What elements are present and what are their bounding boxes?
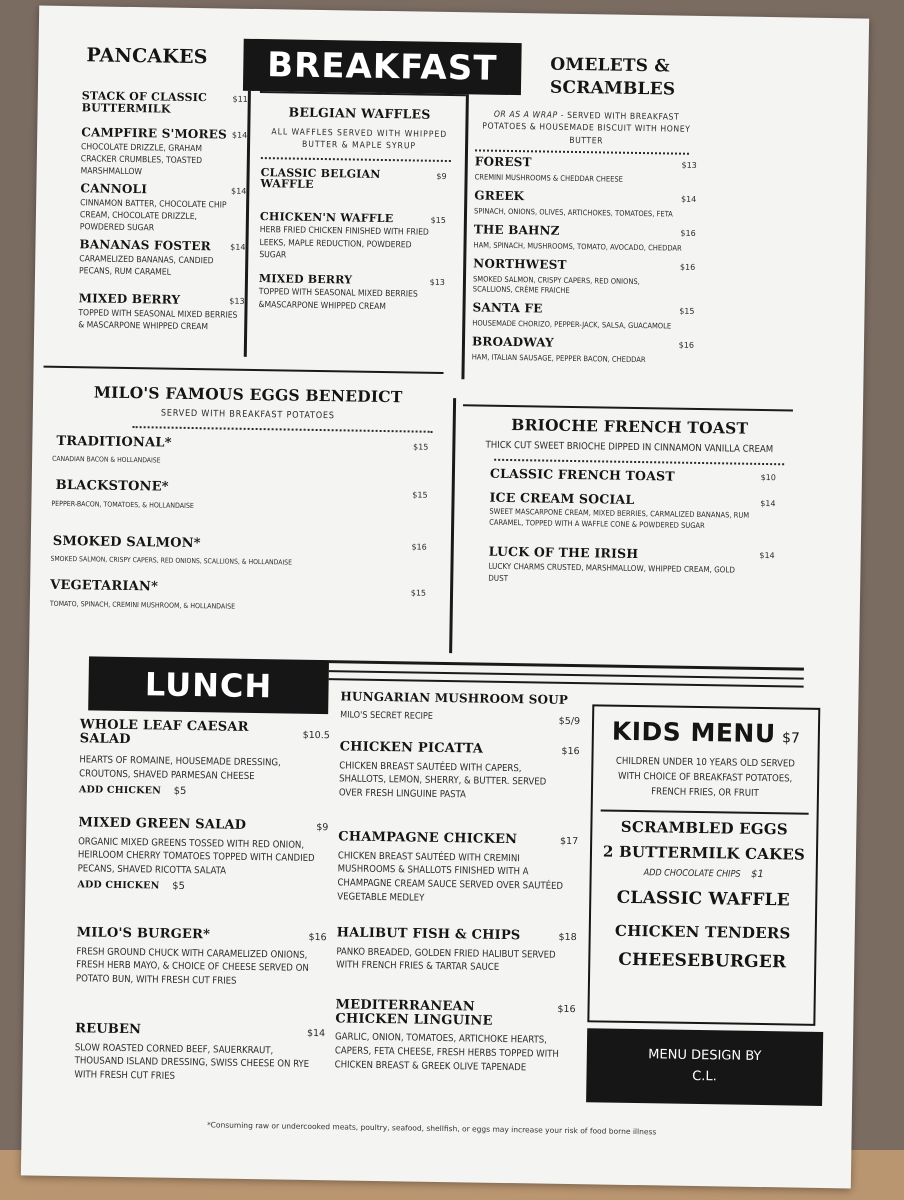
kids-item: 2 BUTTERMILK CAKES	[602, 842, 806, 864]
item-name: CHAMPAGNE CHICKEN	[338, 829, 518, 848]
addon	[79, 784, 329, 799]
item-name: STACK OF CLASSIC BUTTERMILK	[81, 89, 208, 116]
item-name: GREEK	[474, 188, 525, 204]
item-price: $9	[436, 171, 447, 181]
item-description: SMOKED SALMON, CRISPY CAPERS, RED ONIONS, SCALLIONS, & HOLLANDAISE	[50, 554, 293, 567]
disclaimer: *Consuming raw or undercooked meats, poultry, seafood, shellfish, or eggs may increase your risk of food borne illness	[206, 1120, 657, 1137]
addon-price: $5	[173, 785, 187, 797]
item-price: $17	[559, 835, 579, 848]
waffles-heading: BELGIAN WAFFLES	[288, 104, 431, 122]
dotted-divider	[475, 149, 689, 154]
item-name: FOREST	[474, 154, 532, 170]
item-description: SPINACH, ONIONS, OLIVES, ARTICHOKES, TOMATOES, FETA	[474, 205, 673, 219]
menu-item	[463, 490, 794, 549]
item-price: $16	[680, 228, 696, 238]
section-rule	[329, 660, 804, 670]
item-description: HEARTS OF ROMAINE, HOUSEMADE DRESSING, CROUTONS, SHAVED PARMESAN CHEESE	[79, 754, 281, 783]
item-description: SMOKED SALMON, CRISPY CAPERS, RED ONIONS, SCALLIONS, CRÈME FRAICHE	[472, 273, 640, 296]
kids-addon-price: $1	[750, 868, 764, 881]
menu-item	[80, 126, 247, 185]
french-toast-note: THICK CUT SWEET BRIOCHE DIPPED IN CINNAMON VANILLA CREAM	[485, 439, 774, 456]
item-description: HAM, SPINACH, MUSHROOMS, TOMATO, AVOCADO, CHEDDAR	[473, 239, 682, 253]
addon-label: ADD CHICKEN	[78, 784, 162, 797]
menu-item	[258, 273, 455, 326]
kids-addon	[592, 866, 816, 883]
item-price: $15	[412, 490, 428, 501]
menu-item	[338, 740, 579, 834]
item-price: $13	[229, 296, 245, 306]
menu-item	[79, 238, 246, 295]
menu-item	[74, 1022, 325, 1116]
item-name: CLASSIC BELGIAN WAFFLE	[260, 165, 381, 192]
omelets-heading: OMELETS & SCRAMBLES	[549, 54, 676, 100]
item-price: $5/9	[558, 715, 581, 728]
menu-item	[52, 435, 443, 485]
item-name: THE BAHNZ	[473, 222, 560, 238]
kids-item: CLASSIC WAFFLE	[616, 887, 791, 911]
waffles-section	[258, 105, 457, 326]
item-price: $16	[679, 262, 696, 272]
menu-item	[474, 189, 697, 226]
section-rule	[601, 809, 809, 814]
credit-banner	[586, 1028, 823, 1106]
menu-item	[336, 926, 577, 1002]
item-description: CARAMELIZED BANANAS, CANDIED PECANS, RUM CARAMEL	[78, 253, 214, 278]
item-name: ICE CREAM SOCIAL	[489, 489, 635, 507]
kids-price: $7	[781, 730, 800, 747]
menu-item	[473, 223, 696, 260]
kids-addon-label: ADD CHOCOLATE CHIPS	[643, 868, 741, 880]
item-name: CAMPFIRE S'MORES	[81, 125, 228, 142]
item-description: CHICKEN BREAST SAUTÉED WITH CREMINI MUSHROOMS & SHALLOTS FINISHED WITH A CHAMPAGNE CREAM SAUCE SERVED OVER SAUTÉED VEGETABLE MEDLEY	[337, 849, 564, 904]
item-price: $14	[760, 498, 776, 509]
french-toast-section	[462, 416, 795, 599]
menu-item	[474, 155, 697, 192]
item-name: SMOKED SALMON*	[52, 534, 201, 552]
item-name: MILO'S BURGER*	[76, 925, 211, 943]
menu-sheet	[21, 6, 869, 1189]
item-description: FRESH GROUND CHUCK WITH CARAMELIZED ONIONS, FRESH HERB MAYO, & CHOICE OF CHEESE SERVED ON POTATO BUN, WITH FRESH CUT FRIES	[75, 945, 309, 987]
item-price: $16	[557, 1003, 576, 1016]
benedict-section	[50, 384, 444, 625]
lunch-left-column	[74, 718, 330, 1116]
section-rule	[329, 678, 804, 687]
item-description: CINNAMON BATTER, CHOCOLATE CHIP CREAM, CHOCOLATE DRIZZLE, POWDERED SUGAR	[79, 197, 227, 234]
item-name: MIXED BERRY	[258, 271, 353, 287]
menu-item	[81, 90, 248, 129]
breakfast-title: BREAKFAST	[266, 45, 498, 89]
menu-item	[80, 182, 247, 241]
omelets-note	[475, 108, 698, 148]
item-name: WHOLE LEAF CAESAR SALAD	[79, 717, 249, 747]
kids-note: CHILDREN UNDER 10 YEARS OLD SERVED WITH CHOICE OF BREAKFAST POTATOES, FRENCH FRIES, OR FRUIT	[615, 755, 795, 800]
dotted-divider	[261, 157, 451, 162]
item-price: $15	[410, 588, 427, 599]
item-name: CANNOLI	[80, 181, 148, 197]
item-name: BROADWAY	[471, 334, 554, 350]
item-name: HALIBUT FISH & CHIPS	[336, 925, 521, 944]
kids-item: CHICKEN TENDERS	[614, 921, 791, 943]
item-price: $16	[411, 542, 427, 553]
item-name: CHICKEN PICATTA	[339, 739, 484, 757]
item-price: $14	[230, 186, 247, 196]
item-price: $16	[308, 931, 327, 944]
item-description: CHICKEN BREAST SAUTÉED WITH CAPERS, SHALLOTS, LEMON, SHERRY, & BUTTER. SERVED OVER FRESH LINGUINE PASTA	[338, 760, 547, 801]
item-description: CANADIAN BACON & HOLLANDAISE	[52, 454, 161, 465]
item-description: PEPPER-BACON, TOMATOES, & HOLLANDAISE	[51, 499, 194, 510]
dotted-divider	[494, 459, 784, 466]
benedict-heading: MILO'S FAMOUS EGGS BENEDICT	[93, 382, 403, 407]
item-price: $15	[679, 306, 695, 316]
item-price: $16	[561, 745, 580, 758]
item-name: SANTA FE	[472, 300, 543, 316]
item-description: HERB FRIED CHICKEN FINISHED WITH FRIED LEEKS, MAPLE REDUCTION, POWDERED SUGAR	[259, 225, 429, 261]
omelets-section	[472, 108, 698, 372]
item-name: BANANAS FOSTER	[79, 237, 211, 254]
credit-line2: C.L.	[692, 1068, 717, 1085]
item-name: LUCK OF THE IRISH	[488, 543, 639, 562]
item-description: GARLIC, ONION, TOMATOES, ARTICHOKE HEARTS, CAPERS, FETA CHEESE, FRESH HERBS TOPPED WITH CHICKEN BREAST & GREEK OLIVE TAPENADE	[334, 1031, 559, 1074]
item-description: TOPPED WITH SEASONAL MIXED BERRIES &MASCARPONE WHIPPED CREAM	[258, 287, 418, 312]
item-price: $10	[760, 472, 776, 483]
item-name: HUNGARIAN MUSHROOM SOUP	[340, 689, 569, 707]
kids-item: SCRAMBLED EGGS	[620, 817, 789, 838]
item-price: $14	[759, 550, 775, 561]
breakfast-title-banner	[243, 39, 522, 95]
omelets-note-text: - SERVED WITH BREAKFAST POTATOES & HOUSEMADE BISCUIT WITH HONEY BUTTER	[482, 110, 691, 147]
menu-item	[472, 335, 695, 372]
menu-item	[260, 167, 457, 214]
item-description: HAM, ITALIAN SAUSAGE, PEPPER BACON, CHEDDAR	[471, 351, 646, 364]
item-description: ORGANIC MIXED GREENS TOSSED WITH RED ONION, HEIRLOOM CHERRY TOMATOES TOPPED WITH CANDIED PECANS, SHAVED RICOTTA SALATA	[77, 835, 315, 877]
column-divider	[461, 94, 468, 379]
menu-item	[75, 926, 326, 1026]
item-price: $15	[430, 215, 446, 225]
item-description: MILO'S SECRET RECIPE	[340, 709, 434, 722]
item-description: HOUSEMADE CHORIZO, PEPPER-JACK, SALSA, GUACAMOLE	[472, 317, 672, 331]
item-description: LUCKY CHARMS CRUSTED, MARSHMALLOW, WHIPPED CREAM, GOLD DUST	[488, 561, 736, 583]
item-price: $14	[306, 1027, 326, 1040]
addon-label: ADD CHICKEN	[77, 879, 160, 892]
kids-title: KIDS MENU	[611, 716, 776, 749]
lunch-title-banner	[88, 656, 329, 714]
item-price: $14	[231, 130, 248, 140]
addon-price: $5	[172, 880, 185, 892]
item-price: $14	[680, 194, 697, 204]
item-description: CHOCOLATE DRIZZLE, GRAHAM CRACKER CRUMBLES, TOASTED MARSHMALLOW	[80, 141, 203, 178]
credit-line1: MENU DESIGN BY	[648, 1047, 762, 1065]
menu-item	[462, 544, 793, 599]
item-price: $10.5	[302, 729, 330, 742]
french-toast-heading: BRIOCHE FRENCH TOAST	[511, 415, 749, 438]
menu-item	[334, 998, 576, 1112]
kids-menu-box	[587, 704, 820, 1026]
item-price: $11	[232, 94, 248, 104]
addon	[77, 879, 327, 894]
menu-item	[51, 479, 442, 541]
item-price: $15	[412, 442, 429, 453]
item-name: REUBEN	[75, 1021, 142, 1038]
item-description: TOPPED WITH SEASONAL MIXED BERRIES & MASCARPONE WHIPPED CREAM	[78, 307, 238, 333]
item-description: PANKO BREADED, GOLDEN FRIED HALIBUT SERVED WITH FRENCH FRIES & TARTAR SAUCE	[336, 945, 556, 974]
menu-item	[50, 579, 441, 625]
item-description: SLOW ROASTED CORNED BEEF, SAUERKRAUT, THOUSAND ISLAND DRESSING, SWISS CHEESE ON RYE WITH FRESH CUT FRIES	[74, 1041, 310, 1082]
benedict-note: SERVED WITH BREAKFAST POTATOES	[160, 408, 335, 422]
kids-header	[594, 716, 818, 749]
section-rule	[44, 366, 444, 374]
pancakes-list	[78, 90, 248, 345]
item-price: $14	[230, 242, 246, 252]
item-description: SWEET MASCARPONE CREAM, MIXED BERRIES, CARMALIZED BANANAS, RUM CARAMEL, TOPPED WITH A WAFFLE CONE & POWDERED SUGAR	[489, 506, 750, 531]
lunch-title: LUNCH	[144, 665, 273, 706]
item-name: MIXED GREEN SALAD	[78, 815, 247, 833]
menu-item	[77, 816, 329, 930]
item-price: $13	[681, 160, 697, 170]
menu-item	[79, 718, 331, 820]
item-price: $13	[429, 277, 446, 287]
item-name: MEDITERRANEAN CHICKEN LINGUINE	[335, 997, 493, 1029]
menu-item	[472, 301, 695, 338]
waffles-note: ALL WAFFLES SERVED WITH WHIPPED BUTTER & MAPLE SYRUP	[271, 127, 448, 152]
item-description: CREMINI MUSHROOMS & CHEDDAR CHEESE	[474, 171, 624, 184]
item-name: CHICKEN'N WAFFLE	[259, 209, 394, 225]
item-price: $16	[678, 340, 695, 350]
menu-item	[78, 292, 245, 345]
item-name: TRADITIONAL*	[56, 434, 172, 451]
item-name: VEGETARIAN*	[50, 578, 159, 595]
dotted-divider	[133, 426, 433, 433]
section-rule	[329, 670, 804, 679]
item-name: BLACKSTONE*	[55, 478, 169, 495]
item-name: CLASSIC FRENCH TOAST	[489, 465, 675, 484]
lunch-mid-column	[334, 690, 581, 1112]
omelets-note-lead: OR AS A WRAP	[493, 109, 558, 121]
menu-item	[337, 830, 578, 930]
menu-item	[259, 211, 456, 276]
item-description: TOMATO, SPINACH, CREMINI MUSHROOM, & HOLLANDAISE	[49, 599, 236, 611]
section-rule	[463, 404, 793, 411]
item-name: NORTHWEST	[473, 256, 567, 272]
menu-item	[473, 257, 696, 304]
menu-item	[50, 535, 441, 585]
item-price: $18	[558, 931, 577, 944]
kids-item: CHEESEBURGER	[618, 949, 787, 973]
item-name: MIXED BERRY	[78, 291, 181, 307]
pancakes-heading: PANCAKES	[86, 44, 208, 69]
menu-item	[340, 690, 581, 744]
column-divider	[449, 398, 456, 653]
item-price: $9	[316, 822, 329, 834]
